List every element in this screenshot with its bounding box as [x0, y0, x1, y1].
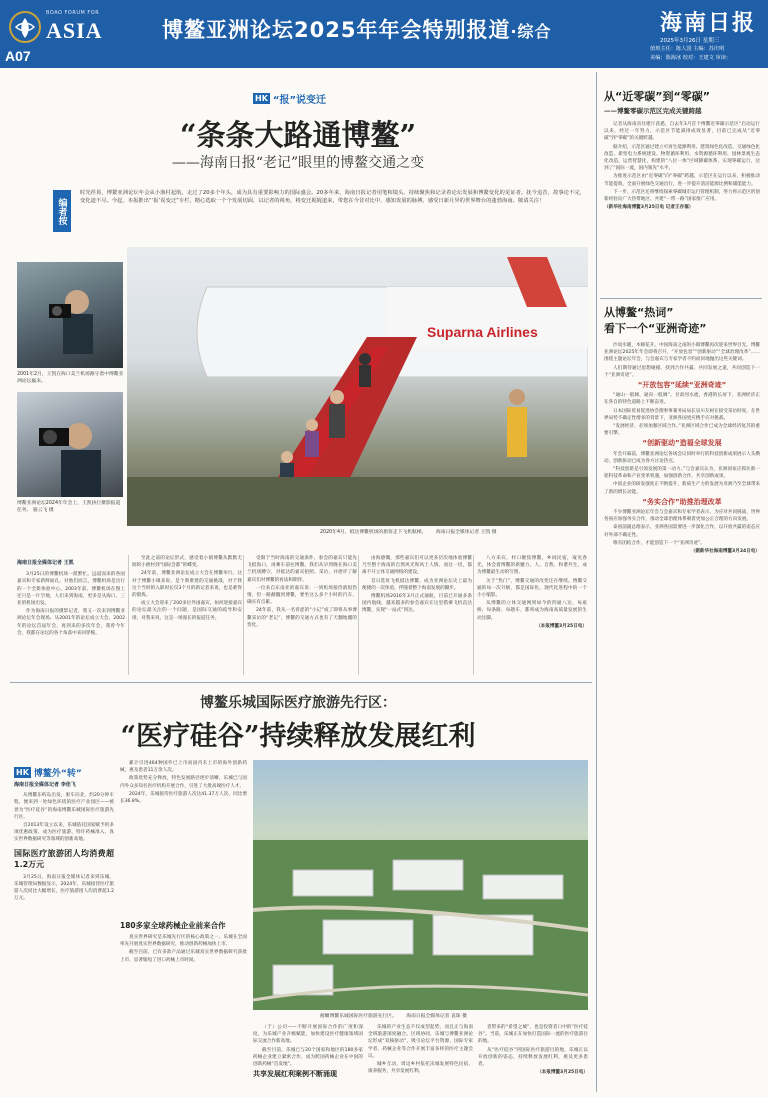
photographer-icon [17, 262, 123, 368]
tag-icon: HK [16, 768, 29, 777]
sidebar2-headline-1: 从博鳌“热词” [604, 306, 674, 319]
paragraph: 乐城的产业生态不仅成型起势，而且正与海南全域旅游深度融合。区域协同，乐城与博鳌亚洲论坛形成“双核驱动”，吸引论坛平台资源、国际专家学者、药械企业等合作开展丰富多样的医疗主题会议。 [368, 1025, 473, 1059]
paragraph: 截至目前，已有多款产品通过乐城真实世界数据研究获批上市，显著缩短了进口药械上市时间。 [120, 950, 247, 963]
feature-col-4 [362, 555, 472, 616]
page-header [0, 0, 768, 68]
main-photo-credit: 海南日报全媒体记者 王凯 摄 [435, 530, 497, 535]
paragraph: “科技创新是引领发展的第一动力。”与会嘉宾认为，亚洲国家应抓住新一轮科技革命和产业变革机遇，加强创新合作，共享创新成果。 [604, 467, 760, 480]
feature-end-note: （本报博鳌3月25日电） [536, 623, 587, 629]
paragraph: 作为海南日报的摄影记者，我又一次来到博鳌亚洲论坛年会现场。从2001年的论坛成立大会、2002年的论坛首届年会，再到来的多次年会，我曾今年会，我都在论坛的各个角落中来回穿梭。 [17, 609, 125, 636]
paragraph: 受限于当时海南的交通条件，参会的嘉宾只能先飞抵海口，再乘车前往博鳌。我们从早到晚在海口美兰机场蹲守，对抵达的嘉宾拍照、采访，并逐步了解嘉宾们对博鳌的看法和期待。 [247, 556, 357, 583]
divider [600, 298, 762, 299]
paragraph: 为推进示范区由“近零碳”向“零碳”跨越，示范区在运行以来，积极推动节能提效，全面开展绿色交通出行，进一步提升清洁能源比例和储能能力。 [604, 174, 760, 187]
lower-byline: 海南日报全媒体记者 李佳飞 [14, 782, 76, 788]
paragraph: 一位来自东南亚的嘉宾说：一到机场接待就很热情，但一路颠簸到博鳌，要坐这么多个小时的汽车，确实有点累。 [247, 585, 357, 606]
sidebar2-end: （据新华社海南博鳌3月24日电） [690, 549, 760, 555]
paragraph: 截至目前，乐城已与20个国家和地区的180多家药械企业建立紧密合作，成为跨国药械企业在中国的创新药械“首发地”。 [253, 1047, 363, 1068]
page-number: A07 [5, 48, 31, 64]
aerial-buildings-icon [253, 760, 588, 1010]
feature-tag [253, 86, 326, 106]
palm-logo-icon [8, 10, 42, 44]
tag-label: 博鳌外“转” [33, 769, 82, 779]
main-photo-caption [320, 528, 588, 535]
brand-sub: BOAO FORUM FOR [46, 10, 100, 16]
lower-col-2b [120, 918, 247, 965]
paragraph: 关于“热门”，博鳌交通的改变还在继续。博鳌交通的每一次升级，都是国际化、现代化进程中的一个小小缩影。 [477, 578, 587, 599]
sidebar1-subheadline: ——博鳌零碳示范区完成关键跨越 [604, 107, 702, 115]
lower-tag [14, 760, 82, 779]
paragraph: 日本国际贸易促进协会理事事兼务局局长泉川友树在接受采访时说，在世界局势不确定性增多的背景下，亚洲各国更应携手应对挑战。 [604, 408, 761, 421]
paragraph: “发展经济，必须加强区域合作。”亚洲区域合作已成为全球经济复苏的重要引擎。 [604, 424, 760, 437]
lower-end: （本报博鳌3月25日电） [537, 1070, 588, 1076]
paragraph: 真实世界研究是乐城先行区的核心政策之一。乐城在全国率先开展真实世界数据研究，推动创新药械加快上市。 [120, 935, 247, 948]
divider [243, 555, 244, 675]
tag-icon: HK [255, 94, 268, 103]
lower-col3-sub: 共享发展红利案例不断涌现 [253, 1070, 337, 1079]
divider [10, 682, 592, 683]
lower-kicker: 博鳌乐城国际医疗旅游先行区： [200, 695, 396, 711]
divider [358, 555, 359, 675]
feature-col-2 [132, 555, 242, 623]
feature-col-1 [17, 560, 125, 638]
paragraph: 从“医疗硅谷”到国际医疗旅游目的地，乐城正以开放创新的姿态，持续释放发展红利，惠及更多患者。 [478, 1047, 588, 1068]
feature-col-5 [477, 555, 587, 630]
paper-name: 海南日报 [660, 10, 757, 36]
sidebar1-headline: 从“近零碳”到“零碳” [604, 90, 710, 103]
lower-photo-credit: 海南日报全媒体记者 袁琛 摄 [406, 1014, 467, 1019]
paragraph: 首日选址飞机抵达博鳌，成为亚洲论坛史上最为便捷的一次体验，伴随着整个海南发展的脚步。 [362, 578, 472, 591]
editors-line-2: 美编：陈海冰 校对：王建文 审读： [650, 55, 732, 61]
paragraph: 累计引进464种国外已上市而国内未上市的海外创新药械，惠及患者11万余人次。 [120, 761, 247, 774]
paragraph: 自2013年设立以来，乐城依托国家赋予的多项优惠政策，成为医疗旅游、特许药械准入、真实世界数据研究等领域的创新高地。 [14, 823, 114, 843]
paragraph: 城乡互动，周边乡村依托乐城发展特色民宿、康养服务，共享发展红利。 [368, 1062, 473, 1075]
sidebar2-sub-2: “创新驱动”造福全球发展 [642, 439, 722, 448]
paragraph: 3月25日，海南日报全媒体记者来到乐城，乐城管理局数据显示，2024年，乐城接待医疗旅游人次同比大幅增长，医疗旅游团人均消费超1.2万元。 [14, 874, 114, 902]
photo2-caption: 博鳌亚洲论坛2024年年会上，王凯执行摄影报道任务。 骆云飞 摄 [17, 501, 121, 513]
paragraph: 八方来宾，村口聚焦博鳌，乡间民宿，窥见春光，体会着博鳌的新魅力。人、自然、和谐共生，成为博鳌最生动的写照。 [477, 556, 587, 576]
paragraph: 2024年，乐城接待医疗旅游人次达41.37万人次，同比增长36.8%。 [120, 791, 247, 805]
photo-lecheng-aerial [253, 760, 588, 1010]
paragraph: 人们期待通过思想碰撞、找到合作共赢、共同发展之道，共同创造下一个“亚洲奇迹”。 [604, 365, 760, 378]
paragraph: 成立大会迎来了200多位外国嘉宾，如何迎接嘉宾的论坛最关注的一个问题，是国际交通的疏导和安排，对我来说，这是一场漫长的报道任务。 [132, 601, 242, 621]
camera-icon [17, 392, 123, 497]
paragraph: 下一步，示范区还将继续探索零碳城市运行管理机制，努力将示范区的创新经验向广大热带地区、共建“一带一路”国家推广应用。 [604, 189, 761, 203]
svg-text:Suparna Airlines: Suparna Airlines [427, 324, 538, 340]
paragraph: 中国企业的研发强度正不断提升，新质生产力的发展为亚洲乃至全球带来了新的增长动能。 [604, 482, 761, 495]
airplane-scene-icon [127, 247, 588, 526]
lower-col-4 [368, 1024, 473, 1076]
paragraph: （于）公司——不断开展国际合作的广度和深度，为乐城产业升级赋能，加快建设医疗健康领域国际交流合作新高地。 [253, 1025, 363, 1045]
boao-forum-logo [8, 6, 148, 46]
lower-col-3 [253, 1024, 363, 1079]
brand-main: ASIA [46, 18, 103, 43]
paragraph: 唯有团结合作，才能创造下一个“亚洲奇迹”。 [613, 540, 706, 546]
feature-subheadline: ——海南日报“老记”眼里的博鳌交通之变 [171, 155, 425, 171]
section-title-text: 博鳌亚洲论坛2025年年会特别报道 [162, 18, 511, 42]
editor-note-label: 编者按 [53, 190, 71, 232]
editor-note: 时光荏苒，博鳌亚洲论坛年会从小渔村起航，走过了20多个年头，成为具有重要影响力的国际盛会。20多年来，海南日报记者用笔和镜头，持续聚焦和记录着论坛发展和博鳌变化的见证者。抚今追昔，故事论不完，变化道不尽。今起，本报推出“‘报’说变迁”专栏，精心选取一个个发展切面，以记者的视角，将变迁娓娓道来，带您在今昔对比中，感知发展的脉搏，感受日新月异的世界舞台的蓬勃海南。敬请关注！ [80, 190, 585, 204]
date-line: 2025年3月26日 星期三 [660, 38, 720, 44]
paragraph: 记者从海南省住建厅获悉，自去年3月首个博鳌近零碳示范区“启动运行以来，经过一年努力，示范区节能减排成效显著，目前已完成从“近零碳”到“零碳”的关键跨越。 [604, 122, 760, 142]
lower-col2-sub: 180多家全球药械企业前来合作 [120, 921, 226, 930]
photo1-caption: 2001年2月，王凯在海口美兰机场跟守着中博鳌亚洲论坛赢来。 [17, 372, 124, 384]
sidebar2-headline-2: 看下一个“亚洲奇迹” [604, 322, 707, 335]
paragraph: 政策优势充分释放，特色发展路径逐步清晰。乐城已与国内外众多知名医疗机构开展合作，引进了大批高端医疗人才。 [120, 776, 247, 789]
paragraph: 泰国前副总理表示，亚洲各国需要进一步深化合作，以开放共赢的姿态应对外部不确定性。 [604, 525, 761, 538]
lower-col-5 [478, 1024, 588, 1076]
editors-line: 值班主任：陈人国 主编：苏庆明 [650, 46, 725, 52]
photo-airport-stairs [127, 247, 588, 526]
sidebar-article-2 [604, 304, 760, 555]
sidebar2-sub-1: “开放包容”延续“亚洲奇迹” [637, 381, 727, 390]
lower-col-1 [14, 782, 114, 903]
lower-col-2 [120, 760, 247, 806]
paragraph: 年会开幕前，博鳌亚洲论坛各场会议同时举行的科技创新成果展示人头攒动，创新驱动已成为各方讨论热点。 [604, 451, 761, 464]
paragraph: 者带来的“希望之城”，也是投资者口中的“医疗硅谷”。当前，乐城正在加快打造国际一流的医疗旅游目的地。 [478, 1025, 588, 1045]
paragraph: 至此之前的论坛形式，感受着小镇博鳌从默默无闻的小渔村到“国际会都”的蝶变。 [132, 556, 242, 569]
feature-col-3 [247, 555, 357, 630]
lower-photo-caption [320, 1012, 467, 1019]
feature-byline: 海南日报全媒体记者 王凯 [17, 560, 74, 566]
feature-headline: “条条大路通博鳌” [179, 118, 417, 152]
paragraph: “通山一般阔，通向一般阔”。甘肃河水流，香港的长屏下，亚洲经济正在各自的特色道路上不断奋进。 [604, 393, 760, 406]
lower-col1-sub: 国际医疗旅游团人均消费超1.2万元 [14, 848, 114, 869]
sidebar-article-1 [604, 88, 760, 211]
paragraph: 24年前，我从一名青涩的“小记”成了即将从事博鳌采访的“老记”，博鳌的交通方式也有了天翻地覆的变化。 [247, 608, 357, 628]
divider [473, 555, 474, 675]
paragraph: 24年前，博鳌亚洲论坛成立大会在博鳌举行。这对于博鳌小镇来说，是个新难建的交通挑战，对于我这个当时的入职时长仅3个月的新记者来说，也是难得的锻炼。 [132, 571, 242, 599]
paragraph: 沙而水暖，木棉花开。中国海南之南的小镇博鳌再次迎来世界目光。博鳌亚洲论坛2025年年会即将召开，“开放包容”“创新驱动”“全球治理改革”……围绕主题论坛年会，与会嘉宾与专家学者不约而同地抛出这些关键词。 [604, 343, 761, 363]
divider [596, 72, 597, 1092]
photo-airport-2001 [17, 262, 123, 368]
sidebar2-sub-3: “务实合作”助推治理改革 [642, 497, 722, 506]
paragraph: 从博鳌东屿岛出发，驱车向北，约20分钟车程，便来到一处绿色环绕的医疗产业园区——被誉为“医疗硅谷”的海南博鳌乐城国际医疗旅游先行区。 [14, 793, 114, 820]
paragraph: 不少博鳌亚洲论坛年会与会嘉宾和专家学者表示，为应对共同挑战，世界各国应加强务实合作，推动全球治理体系朝着更加公正合理的方向发展。 [604, 510, 761, 523]
section-title [162, 14, 552, 44]
sidebar1-end: （新华社海南博鳌3月25日电 记者王存福） [604, 205, 694, 211]
main-photo-caption-text: 2020年4月，抵达博鳌机场的旅客走下飞机舷梯。 [320, 530, 427, 535]
lower-headline: “医疗硅谷”持续释放发展红利 [120, 721, 476, 752]
tag-label: “报”说变迁 [272, 95, 327, 106]
divider [128, 555, 129, 675]
paragraph: 博鳌机场2016年3月正式通航，目前已开通多条国内航线，越来越多的参会嘉宾在这里搭乘飞机直达博鳌，实现“一站式”到达。 [362, 594, 472, 614]
paragraph: 据介绍，示范区通过建立可再生能源利用、建筑绿色化改造、交通绿色化改造、新型电力系统建设、物资循环利用、水资源循环利用、园林景观生态化改造、运营智慧化，构建的“八位一体”区域降碳体系，实现零碳运行，达到了“国际一流，国内领先”水平。 [604, 144, 761, 172]
section-suffix: ·综合 [510, 22, 552, 41]
paragraph: 从博鳌的立体交通网到如今的四通八达，每座桥、每条路、每趟车，都将成为海南高质量发展的生动注脚。 [477, 601, 587, 621]
photo-forum-2024 [17, 392, 123, 497]
lower-photo-caption-text: 俯瞰博鳌乐城国际医疗旅游先行区。 [320, 1014, 397, 1019]
paragraph: 3月25日的博鳌机场一派繁忙。远道而来的各国嘉宾和专家新鲜面孔，对他们而言，博鳌机场是出行的一个全新体验中心。2003年前，博鳌机场在图上还只是一片空地，人们来到海南，更多是从海口、三亚的机场出发。 [17, 572, 125, 607]
paragraph: 由海感慨，那些嘉宾们可以更多层次地体验博鳌乃至整个海南的自然风光和风土人情。而这一切，都离不开立体交通网络的建设。 [362, 556, 472, 576]
